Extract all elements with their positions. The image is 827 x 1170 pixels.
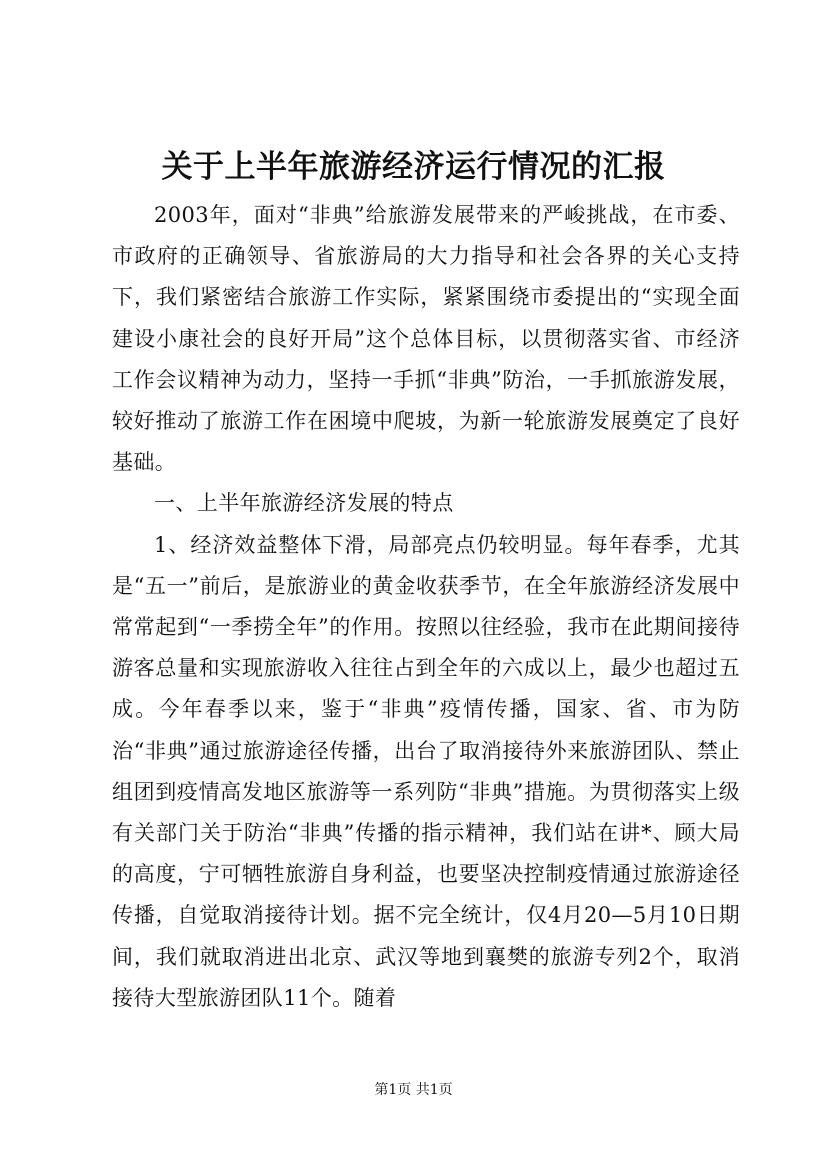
page-number-footer: 第1页 共1页	[374, 1082, 453, 1098]
intro-paragraph: 2003年，面对“非典”给旅游发展带来的严峻挑战，在市委、市政府的正确领导、省旅游局的大力指导和社会各界的关心支持下，我们紧密结合旅游工作实际，紧紧围绕市委提出的“实现全面建设小康社会的良好开局”这个总体目标，以贯彻落实省、市经济工作会议精神为动力，坚持一手抓“非典”防治，一手抓旅游发展，较好推动了旅游工作在困境中爬坡，为新一轮旅游发展奠定了良好基础。	[112, 203, 740, 475]
body-paragraph: 1、经济效益整体下滑，局部亮点仍较明显。每年春季，尤其是“五一”前后，是旅游业的黄金收获季节，在全年旅游经济发展中常常起到“一季捞全年”的作用。按照以往经验，我市在此期间接待游客总量和实现旅游收入往往占到全年的六成以上，最少也超过五成。今年春季以来，鉴于“非典”疫情传播，国家、省、市为防治“非典”通过旅游途径传播，出台了取消接待外来旅游团队、禁止组团到疫情高发地区旅游等一系列防“非典”措施。为贯彻落实上级有关部门关于防治“非典”传播的指示精神，我们站在讲*、顾大局的高度，宁可牺牲旅游自身利益，也要坚决控制疫情通过旅游途径传播，自觉取消接待计划。据不完全统计，仅4月20—5月10日期间，我们就取消进出北京、武汉等地到襄樊的旅游专列2个，取消接待大型旅游团队11个。随着	[112, 532, 740, 1010]
document-title: 关于上半年旅游经济运行情况的汇报	[161, 149, 666, 185]
document-body	[112, 195, 740, 1019]
section-heading: 一、上半年旅游经济发展的特点	[154, 491, 454, 516]
